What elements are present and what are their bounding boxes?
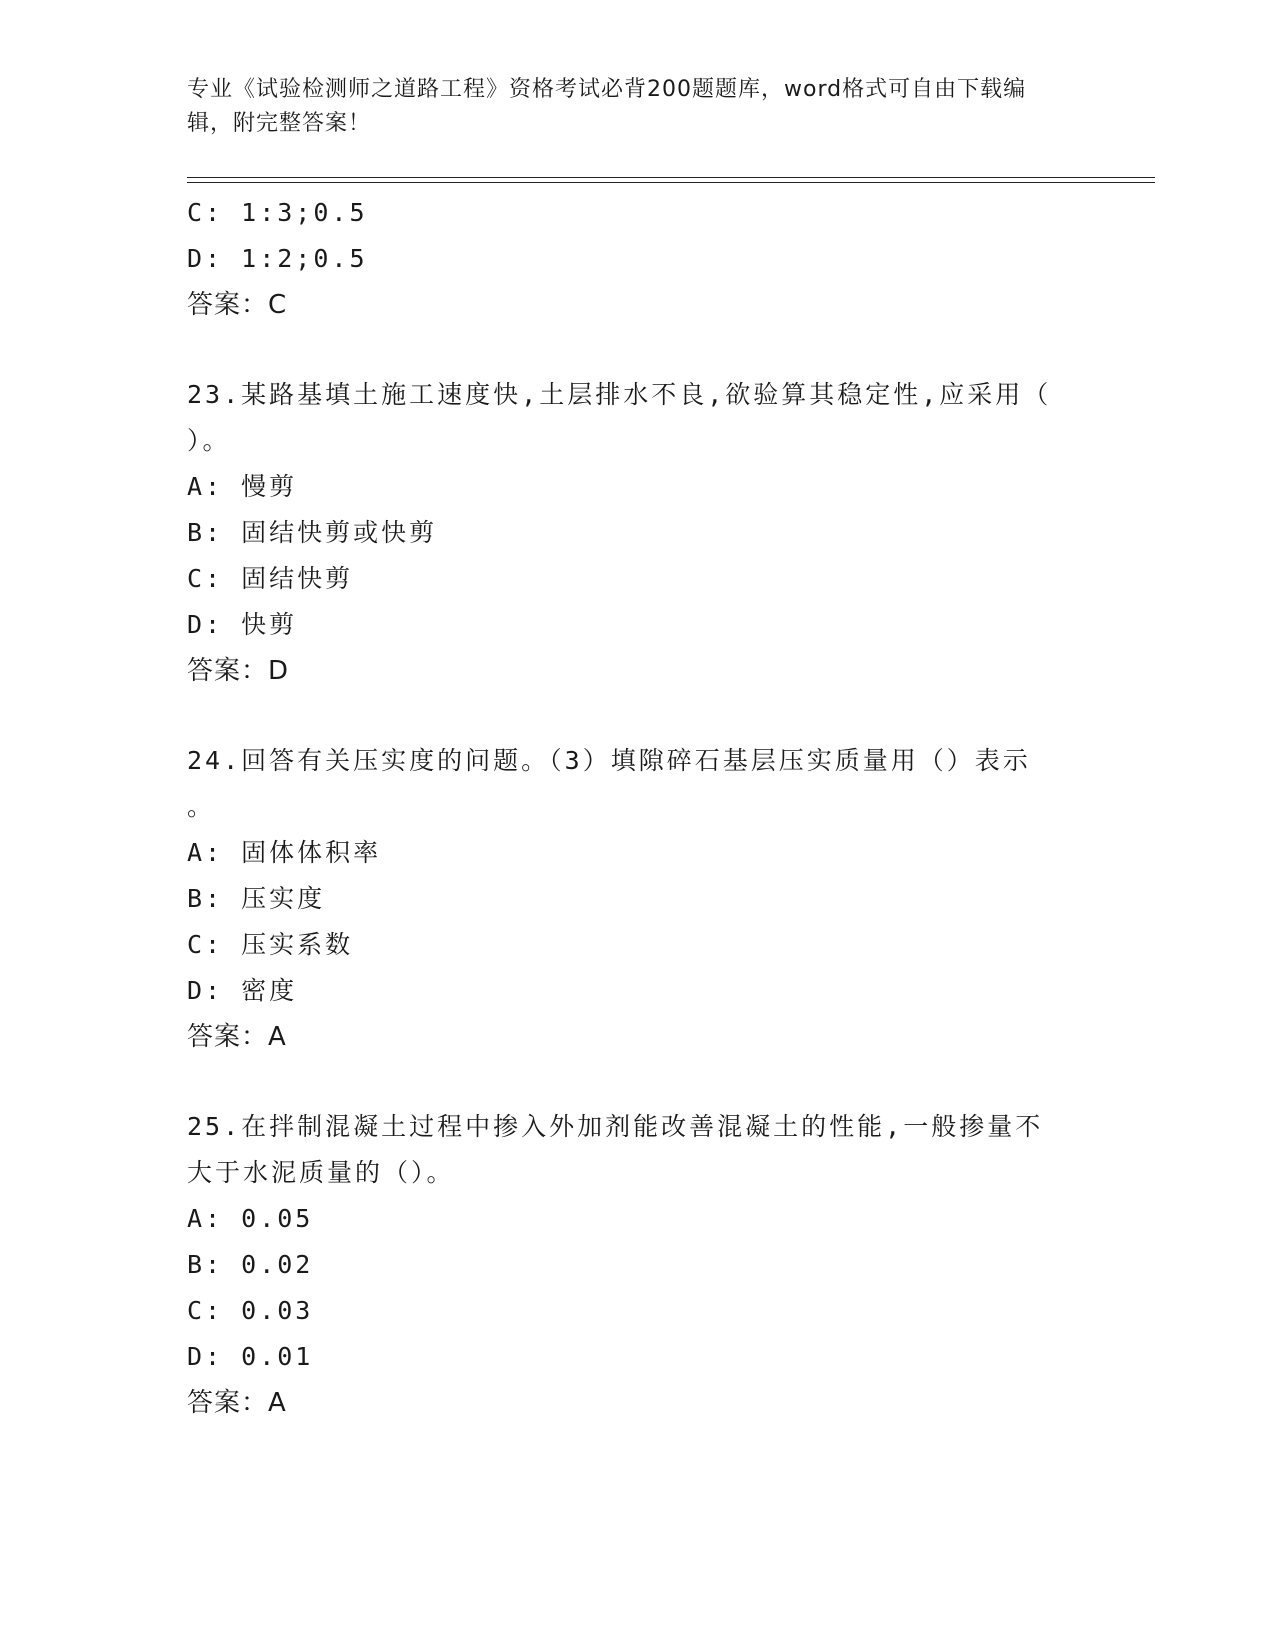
option-a: A: 慢剪 (187, 472, 298, 501)
spacer (187, 328, 1067, 372)
answer-line: 答案：D (187, 656, 290, 686)
spacer (187, 694, 1067, 738)
option-d: D: 密度 (187, 976, 298, 1005)
question-block-24 (187, 738, 1067, 1060)
option-b: B: 固结快剪或快剪 (187, 518, 438, 547)
option-a: A: 固体体积率 (187, 838, 382, 867)
option-b: B: 压实度 (187, 884, 326, 913)
option-d: D: 快剪 (187, 610, 298, 639)
prev-question-block (187, 190, 1067, 328)
option-c: C: 0.03 (187, 1296, 314, 1325)
option-c: C: 1:3;0.5 (187, 198, 368, 227)
spacer (187, 1060, 1067, 1104)
option-c: C: 压实系数 (187, 930, 354, 959)
answer-line: 答案：C (187, 290, 288, 320)
answer-line: 答案：A (187, 1022, 287, 1052)
option-c: C: 固结快剪 (187, 564, 354, 593)
question-text: 23.某路基填土施工速度快,土层排水不良,欲验算其稳定性,应采用（ ）。 (187, 380, 1052, 455)
option-b: B: 0.02 (187, 1250, 314, 1279)
question-block-25 (187, 1104, 1067, 1426)
question-block-23 (187, 372, 1067, 694)
question-text: 25.在拌制混凝土过程中掺入外加剂能改善混凝土的性能,一般掺量不大于水泥质量的（）。 (187, 1112, 1044, 1187)
question-text: 24.回答有关压实度的问题。（3）填隙碎石基层压实质量用（）表示 。 (187, 746, 1031, 821)
option-d: D: 1:2;0.5 (187, 244, 368, 273)
document-header: 专业《试验检测师之道路工程》资格考试必背200题题库，word格式可自由下载编辑，附完整答案！ (187, 77, 1027, 136)
answer-line: 答案：A (187, 1388, 287, 1418)
header-divider-top (187, 177, 1155, 178)
option-a: A: 0.05 (187, 1204, 314, 1233)
option-d: D: 0.01 (187, 1342, 314, 1371)
document-body (187, 190, 1067, 1426)
header-divider-bottom (187, 182, 1155, 183)
